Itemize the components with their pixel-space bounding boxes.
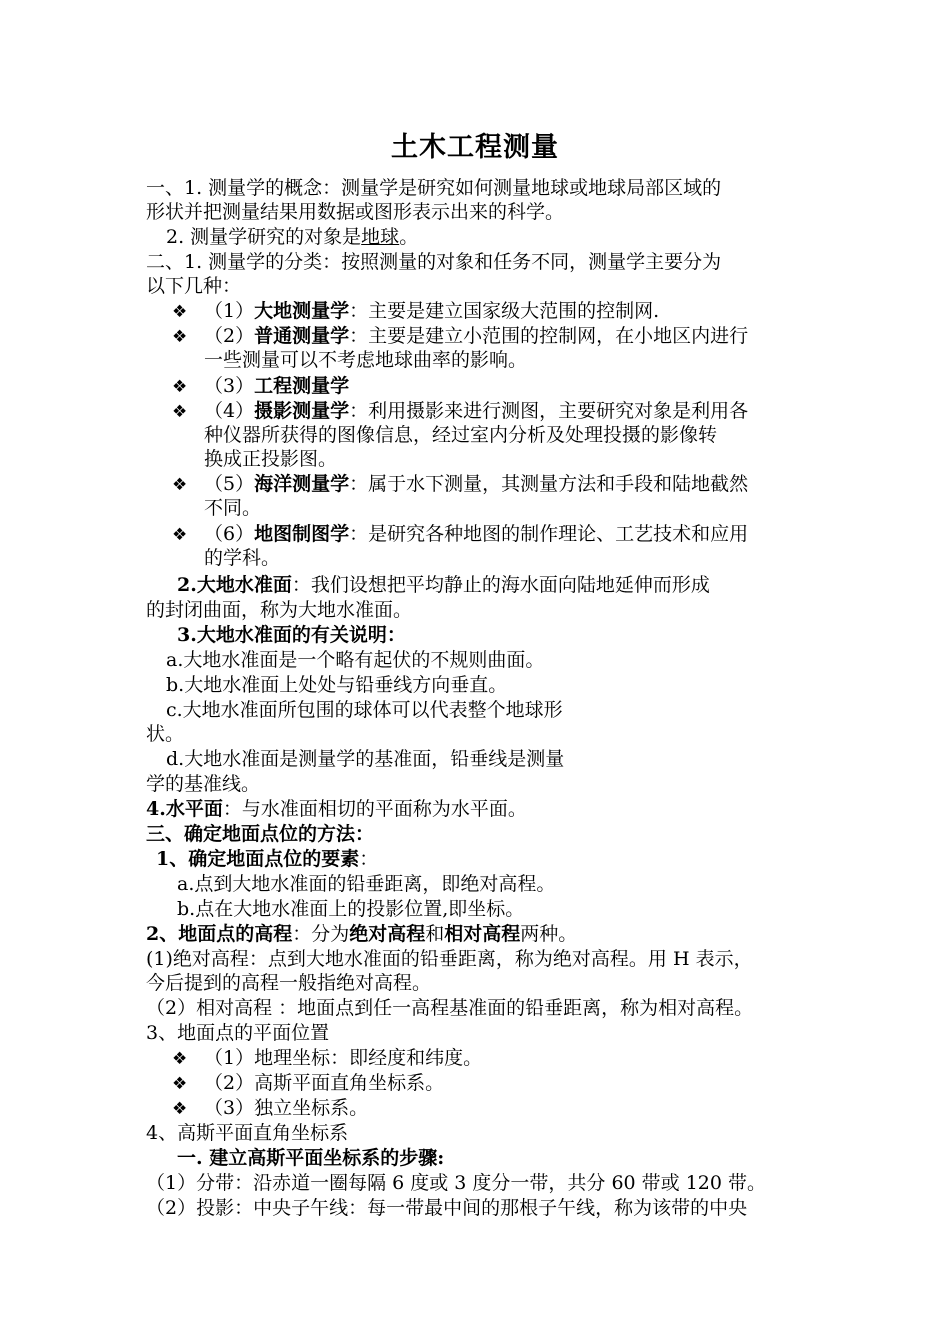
list-item: ❖ （3）独立坐标系。 xyxy=(172,1096,368,1122)
list-item: ❖ （4）摄影测量学：利用摄影来进行测图，主要研究对象是利用各 xyxy=(172,399,748,425)
relative-height-line: （2）相对高程 ：地面点到任一高程基准面的铅垂距离，称为相对高程。 xyxy=(146,997,754,1019)
gauss-step-1: （1）分带：沿赤道一圈每隔 6 度或 3 度分一带，共分 60 带或 120 带。 xyxy=(146,1172,767,1194)
list-item-continuation: 种仪器所获得的图像信息，经过室内分析及处理投摄的影像转 xyxy=(204,424,718,446)
gauss-steps-heading: 一. 建立高斯平面坐标系的步骤: xyxy=(177,1147,445,1169)
section1-line3: 2. 测量学研究的对象是地球。 xyxy=(166,226,419,248)
section2-line1: 二、1. 测量学的分类：按照测量的对象和任务不同，测量学主要分为 xyxy=(146,251,722,273)
list-item: ❖ （1）地理坐标：即经度和纬度。 xyxy=(172,1046,482,1072)
diamond-bullet-icon: ❖ xyxy=(172,302,188,322)
diamond-bullet-icon: ❖ xyxy=(172,402,188,422)
list-item-continuation: 的学科。 xyxy=(204,547,281,569)
note-b: b.大地水准面上处处与铅垂线方向垂直。 xyxy=(166,674,508,696)
note-c-continuation: 状。 xyxy=(146,723,185,745)
paragraph-geoid: 2.大地水准面：我们设想把平均静止的海水面向陆地延伸而形成 xyxy=(177,574,710,596)
paragraph-horizontal-plane: 4.水平面：与水准面相切的平面称为水平面。 xyxy=(146,798,527,820)
list-item-continuation: 换成正投影图。 xyxy=(204,448,338,470)
note-c: c.大地水准面所包围的球体可以代表整个地球形 xyxy=(166,699,563,721)
section3-sub2: 2、地面点的高程：分为绝对高程和相对高程两种。 xyxy=(146,923,578,945)
diamond-bullet-icon: ❖ xyxy=(172,475,188,495)
section2-line2: 以下几种： xyxy=(146,275,242,297)
subheading-geoid-notes: 3.大地水准面的有关说明： xyxy=(177,624,406,646)
note-d: d.大地水准面是测量学的基准面，铅垂线是测量 xyxy=(166,748,565,770)
note-a: a.大地水准面是一个略有起伏的不规则曲面。 xyxy=(166,649,545,671)
absolute-height-line2: 今后提到的高程一般指绝对高程。 xyxy=(146,972,432,994)
diamond-bullet-icon: ❖ xyxy=(172,327,188,347)
diamond-bullet-icon: ❖ xyxy=(172,377,188,397)
list-item: ❖ （1）大地测量学：主要是建立国家级大范围的控制网. xyxy=(172,299,659,325)
section3-sub4: 4、高斯平面直角坐标系 xyxy=(146,1122,349,1144)
section1-line1: 一、1. 测量学的概念：测量学是研究如何测量地球或地球局部区域的 xyxy=(146,177,722,199)
section3-sub1-b: b.点在大地水准面上的投影位置,即坐标。 xyxy=(177,898,525,920)
list-item: ❖ （2）普通测量学：主要是建立小范围的控制网，在小地区内进行 xyxy=(172,324,748,350)
diamond-bullet-icon: ❖ xyxy=(172,525,188,545)
paragraph-geoid-continuation: 的封闭曲面，称为大地水准面。 xyxy=(146,599,413,621)
section3-sub1-a: a.点到大地水准面的铅垂距离，即绝对高程。 xyxy=(177,873,556,895)
list-item: ❖ （5）海洋测量学：属于水下测量，其测量方法和手段和陆地截然 xyxy=(172,472,748,498)
list-item: ❖ （6）地图制图学：是研究各种地图的制作理论、工艺技术和应用 xyxy=(172,522,748,548)
section1-line2: 形状并把测量结果用数据或图形表示出来的科学。 xyxy=(146,201,565,223)
list-item: ❖ （3）工程测量学 xyxy=(172,374,349,400)
page-title: 土木工程测量 xyxy=(391,132,559,163)
section3-heading: 三、确定地面点位的方法： xyxy=(146,823,375,845)
list-item-continuation: 不同。 xyxy=(204,497,262,519)
underlined-term: 地球 xyxy=(361,226,400,248)
note-d-continuation: 学的基准线。 xyxy=(146,773,261,795)
gauss-step-2: （2）投影：中央子午线：每一带最中间的那根子午线，称为该带的中央 xyxy=(146,1197,748,1219)
diamond-bullet-icon: ❖ xyxy=(172,1099,188,1119)
section3-sub1: 1、确定地面点位的要素： xyxy=(156,848,379,870)
section3-sub3: 3、地面点的平面位置 xyxy=(146,1022,330,1044)
list-item: ❖ （2）高斯平面直角坐标系。 xyxy=(172,1071,444,1097)
diamond-bullet-icon: ❖ xyxy=(172,1049,188,1069)
list-item-continuation: 一些测量可以不考虑地球曲率的影响。 xyxy=(204,349,528,371)
absolute-height-line1: (1)绝对高程：点到大地水准面的铅垂距离，称为绝对高程。用 H 表示， xyxy=(146,948,753,970)
diamond-bullet-icon: ❖ xyxy=(172,1074,188,1094)
